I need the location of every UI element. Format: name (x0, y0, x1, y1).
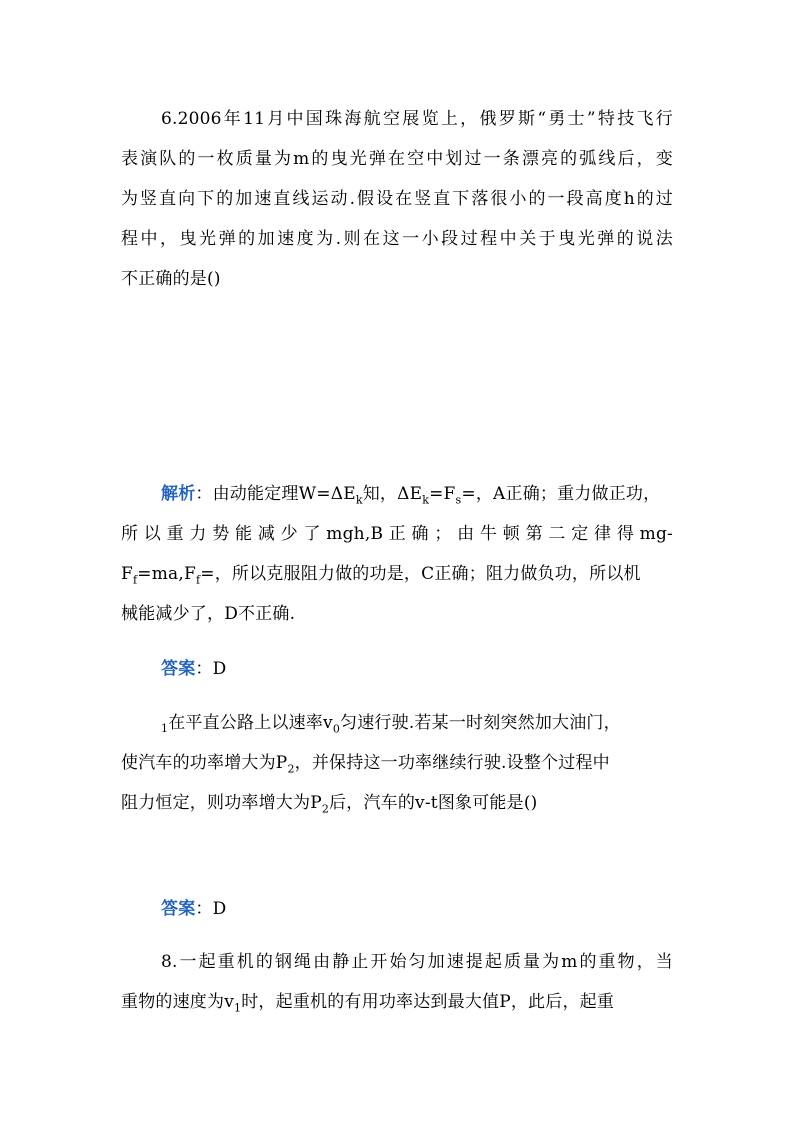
q6-line-1: 6.2006年11月中国珠海航空展览上，俄罗斯“勇士”特技飞行 (161, 109, 673, 129)
q8-line-2: 重物的速度为$v_1$时，起重机的有用功率达到最大值P，此后，起重 (121, 992, 615, 1015)
q6-solution-line-4: 械能减少了，D不正确. (121, 604, 296, 624)
q7-line-1: $_1$在平直公路上以速率$v_0$匀速行驶.若某一时刻突然加大油门， (161, 713, 621, 736)
answer-label: 答案 (161, 899, 196, 919)
solution-label: 解析 (161, 484, 196, 504)
q7-line-2: 使汽车的功率增大为$P_2$，并保持这一功率继续行驶.设整个过程中 (121, 753, 610, 776)
q6-solution-line-1: 解析：由动能定理$W=\Delta E_k$知，$\Delta E_k=F_s=$，A正确；重力做正功， (161, 484, 661, 507)
q6-line-4: 程中，曳光弹的加速度为.则在这一小段过程中关于曳光弹的说法 (121, 229, 673, 249)
answer-label: 答案 (161, 659, 196, 679)
q8-line-1: 8.一起重机的钢绳由静止开始匀加速提起质量为m的重物，当 (161, 952, 673, 972)
q6-solution-line-3: $F_f=ma,F_f=$，所以克服阻力做的功是，C正确；阻力做负功，所以机 (121, 564, 641, 587)
q6-line-5: 不正确的是() (121, 269, 221, 289)
answer-value: D (212, 659, 227, 679)
q7-line-3: 阻力恒定，则功率增大为$P_2$后，汽车的v-t图象可能是() (121, 793, 538, 816)
q6-line-3: 为竖直向下的加速直线运动.假设在竖直下落很小的一段高度h的过 (121, 189, 673, 209)
q7-answer: 答案：D (161, 899, 227, 919)
q6-line-2: 表演队的一枚质量为m的曳光弹在空中划过一条漂亮的弧线后，变 (121, 149, 673, 169)
q6-solution-line-2: 所以重力势能减少了mgh,B正确；由牛顿第二定律得mg- (121, 524, 673, 544)
q6-answer: 答案：D (161, 659, 227, 679)
answer-value: D (212, 899, 227, 919)
